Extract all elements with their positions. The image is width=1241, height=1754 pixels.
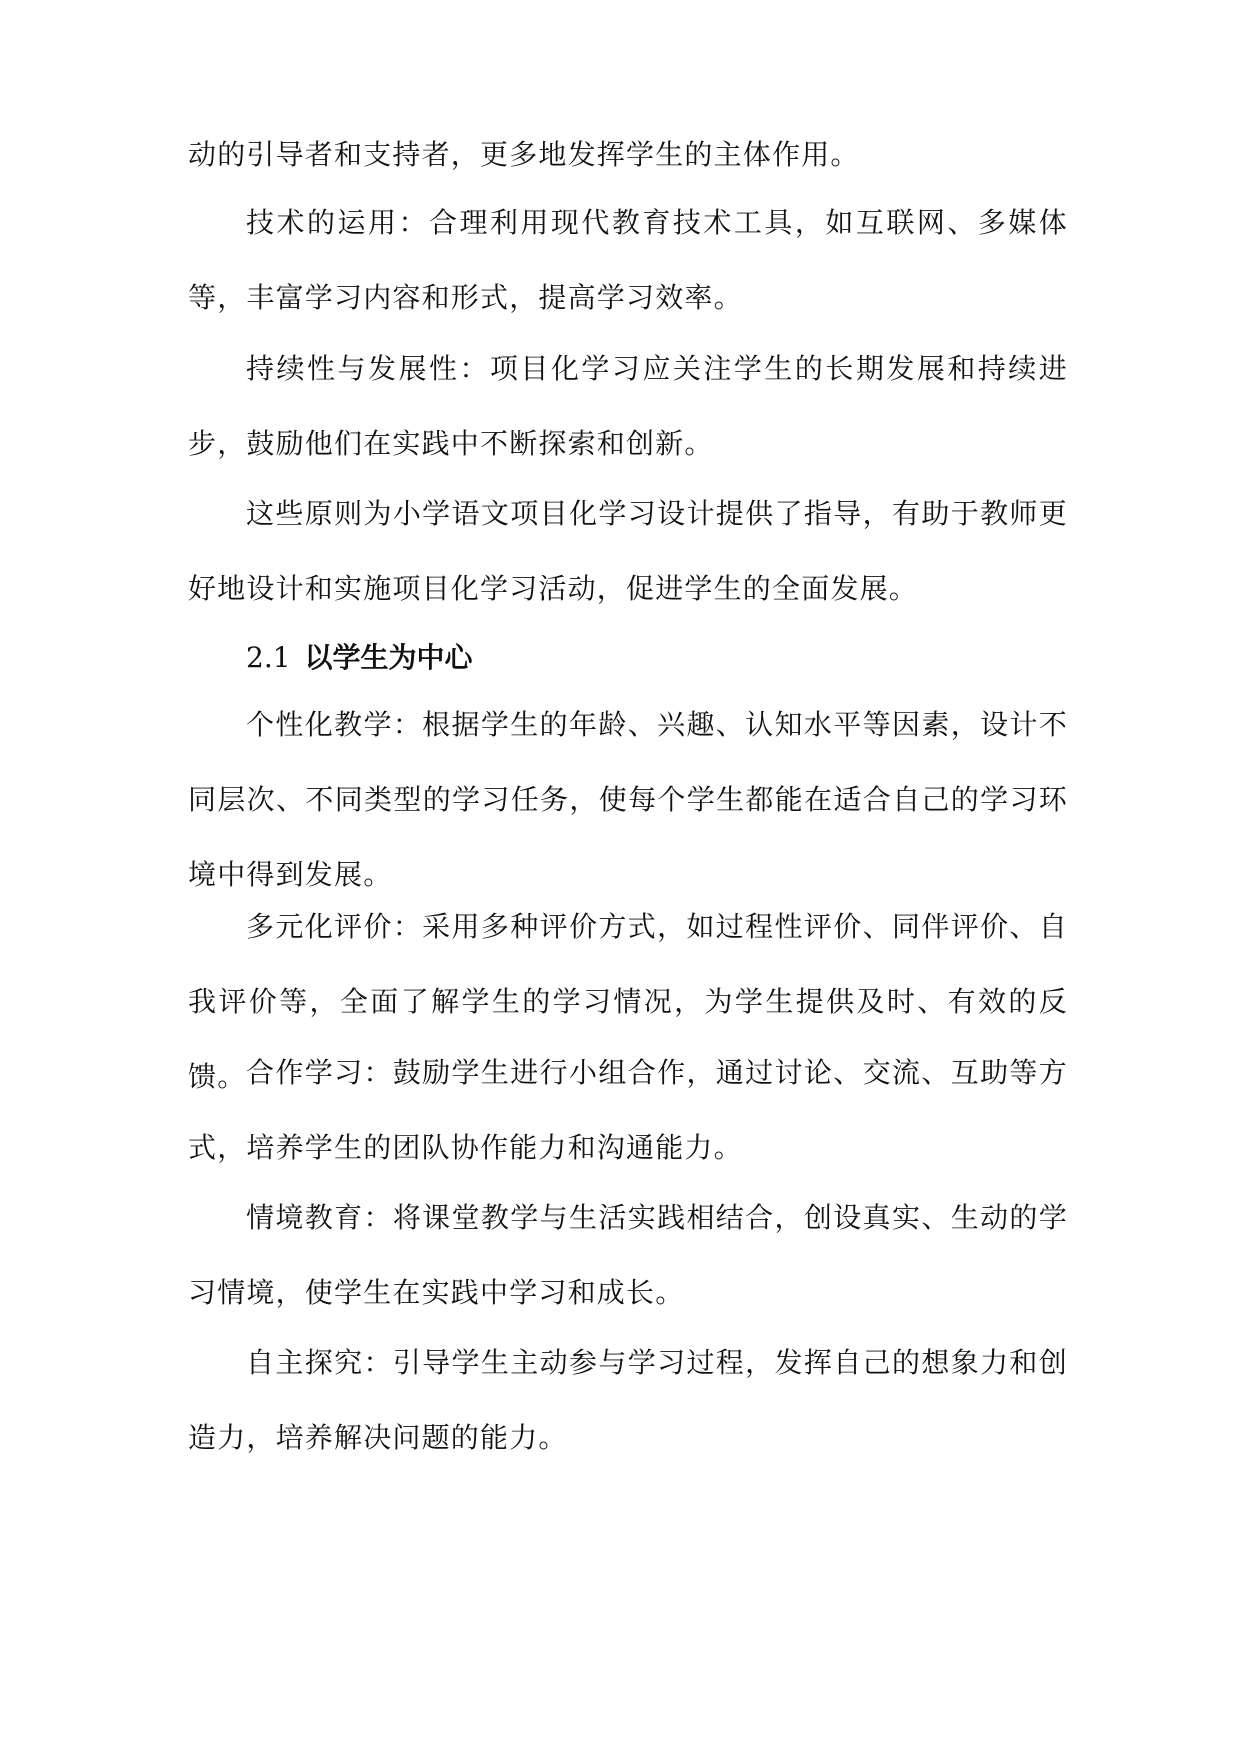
paragraph-situational-education: 情境教育：将课堂教学与生活实践相结合，创设真实、生动的学习情境，使学生在实践中学习和成长。 — [188, 1201, 1068, 1309]
paragraph-personalized-teaching: 个性化教学：根据学生的年龄、兴趣、认知水平等因素，设计不同层次、不同类型的学习任务，使每个学生都能在适合自己的学习环境中得到发展。 — [188, 708, 1068, 891]
paragraph-diversified-evaluation: 多元化评价：采用多种评价方式，如过程性评价、同伴评价、自我评价等，全面了解学生的学习情况，为学生提供及时、有效的反馈。 — [188, 910, 1068, 1093]
paragraph-sustainability: 持续性与发展性：项目化学习应关注学生的长期发展和持续进步，鼓励他们在实践中不断探索和创新。 — [188, 352, 1068, 460]
paragraph-cooperative-learning: 合作学习：鼓励学生进行小组合作，通过讨论、交流、互助等方式，培养学生的团队协作能力和沟通能力。 — [188, 1056, 1068, 1164]
paragraph-continuation: 动的引导者和支持者，更多地发挥学生的主体作用。 — [188, 138, 860, 171]
section-title: 以学生为中心 — [304, 641, 473, 674]
section-number: 2.1 — [246, 641, 291, 674]
paragraph-summary: 这些原则为小学语文项目化学习设计提供了指导，有助于教师更好地设计和实施项目化学习活动，促进学生的全面发展。 — [188, 497, 1068, 605]
section-heading — [246, 620, 473, 695]
paragraph-technology: 技术的运用：合理利用现代教育技术工具，如互联网、多媒体等，丰富学习内容和形式，提高学习效率。 — [188, 206, 1068, 314]
paragraph-independent-inquiry: 自主探究：引导学生主动参与学习过程，发挥自己的想象力和创造力，培养解决问题的能力。 — [188, 1346, 1068, 1454]
